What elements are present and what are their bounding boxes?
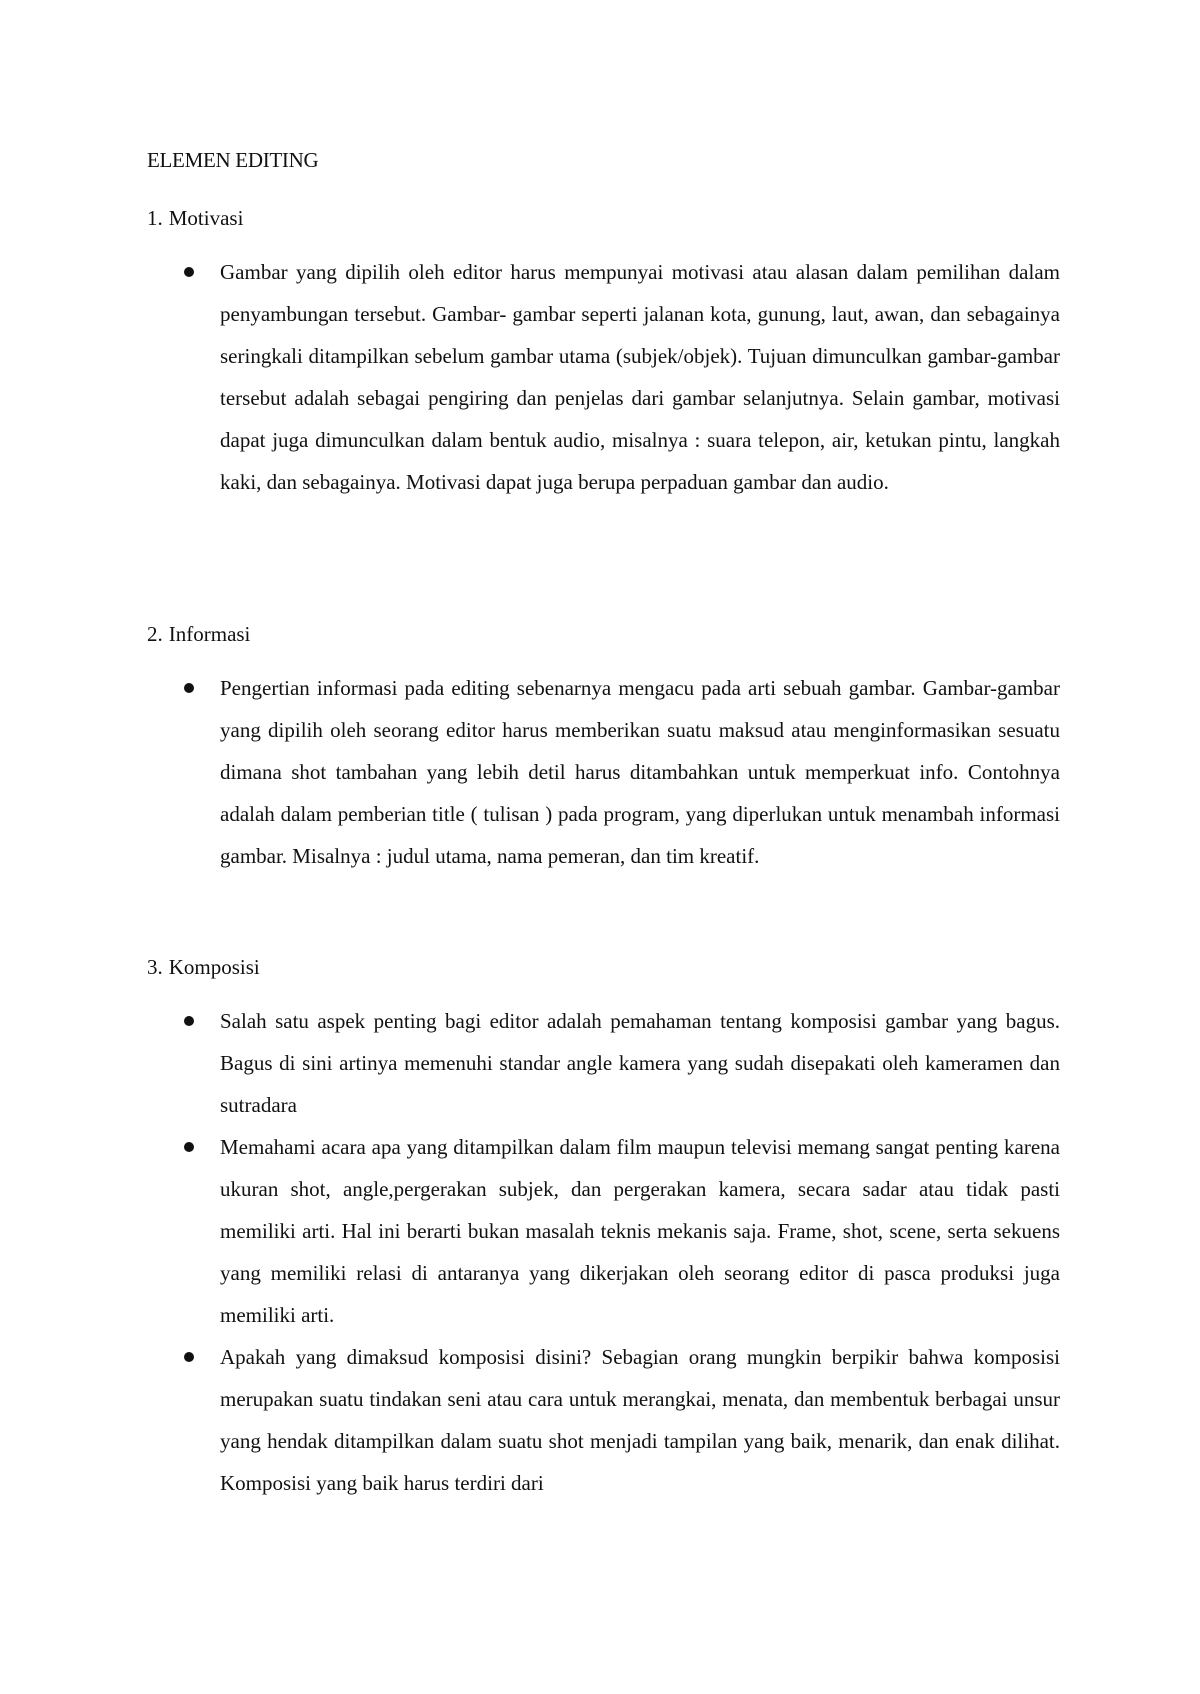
bullet-text: Memahami acara apa yang ditampilkan dalam film maupun televisi memang sangat penting karena ukuran shot, angle,pergerakan subjek, dan pergerakan kamera, secara sadar atau tidak pasti memiliki arti. Hal ini berarti bukan masalah teknis mekanis saja. Frame, shot, scene, serta sekuens yang memiliki relasi di antaranya yang dikerjakan oleh seorang editor di pasca produksi juga memiliki arti. xyxy=(220,1135,1060,1327)
list-item xyxy=(180,1000,1060,1126)
bullet-text: Pengertian informasi pada editing sebenarnya mengacu pada arti sebuah gambar. Gambar-gambar yang dipilih oleh seorang editor harus memberikan suatu maksud atau menginformasikan sesuatu dimana shot tambahan yang lebih detil harus ditambahkan untuk memperkuat info. Contohnya adalah dalam pemberian title ( tulisan ) pada program, yang diperlukan untuk menambah informasi gambar. Misalnya : judul utama, nama pemeran, dan tim kreatif. xyxy=(220,676,1060,868)
list-item xyxy=(180,667,1060,877)
bullet-list-komposisi xyxy=(180,1000,1060,1504)
list-item xyxy=(180,251,1060,503)
section-number: 3. xyxy=(147,955,163,979)
bullet-text: Salah satu aspek penting bagi editor adalah pemahaman tentang komposisi gambar yang bagus. Bagus di sini artinya memenuhi standar angle kamera yang sudah disepakati oleh kameramen dan sutradara xyxy=(220,1009,1060,1117)
section-heading-informasi xyxy=(147,620,250,648)
document-title: ELEMEN EDITING xyxy=(147,148,319,172)
section-heading-motivasi xyxy=(147,204,243,232)
list-item xyxy=(180,1126,1060,1336)
section-number: 1. xyxy=(147,206,163,230)
bullet-text: Apakah yang dimaksud komposisi disini? Sebagian orang mungkin berpikir bahwa komposisi merupakan suatu tindakan seni atau cara untuk merangkai, menata, dan membentuk berbagai unsur yang hendak ditampilkan dalam suatu shot menjadi tampilan yang baik, menarik, dan enak dilihat. Komposisi yang baik harus terdiri dari xyxy=(220,1345,1060,1495)
section-heading-komposisi xyxy=(147,953,260,981)
list-item xyxy=(180,1336,1060,1504)
bullet-dot-icon xyxy=(184,1016,194,1026)
bullet-text: Gambar yang dipilih oleh editor harus mempunyai motivasi atau alasan dalam pemilihan dalam penyambungan tersebut. Gambar- gambar seperti jalanan kota, gunung, laut, awan, dan sebagainya seringkali ditampilkan sebelum gambar utama (subjek/objek). Tujuan dimunculkan gambar-gambar tersebut adalah sebagai pengiring dan penjelas dari gambar selanjutnya. Selain gambar, motivasi dapat juga dimunculkan dalam bentuk audio, misalnya : suara telepon, air, ketukan pintu, langkah kaki, dan sebagainya. Motivasi dapat juga berupa perpaduan gambar dan audio. xyxy=(220,260,1060,494)
section-title: Informasi xyxy=(168,622,251,646)
bullet-list-motivasi xyxy=(180,251,1060,503)
bullet-dot-icon xyxy=(184,1352,194,1362)
bullet-dot-icon xyxy=(184,267,194,277)
bullet-dot-icon xyxy=(184,683,194,693)
bullet-dot-icon xyxy=(184,1142,194,1152)
section-title: Motivasi xyxy=(168,206,244,230)
bullet-list-informasi xyxy=(180,667,1060,877)
section-number: 2. xyxy=(147,622,163,646)
section-title: Komposisi xyxy=(168,955,260,979)
